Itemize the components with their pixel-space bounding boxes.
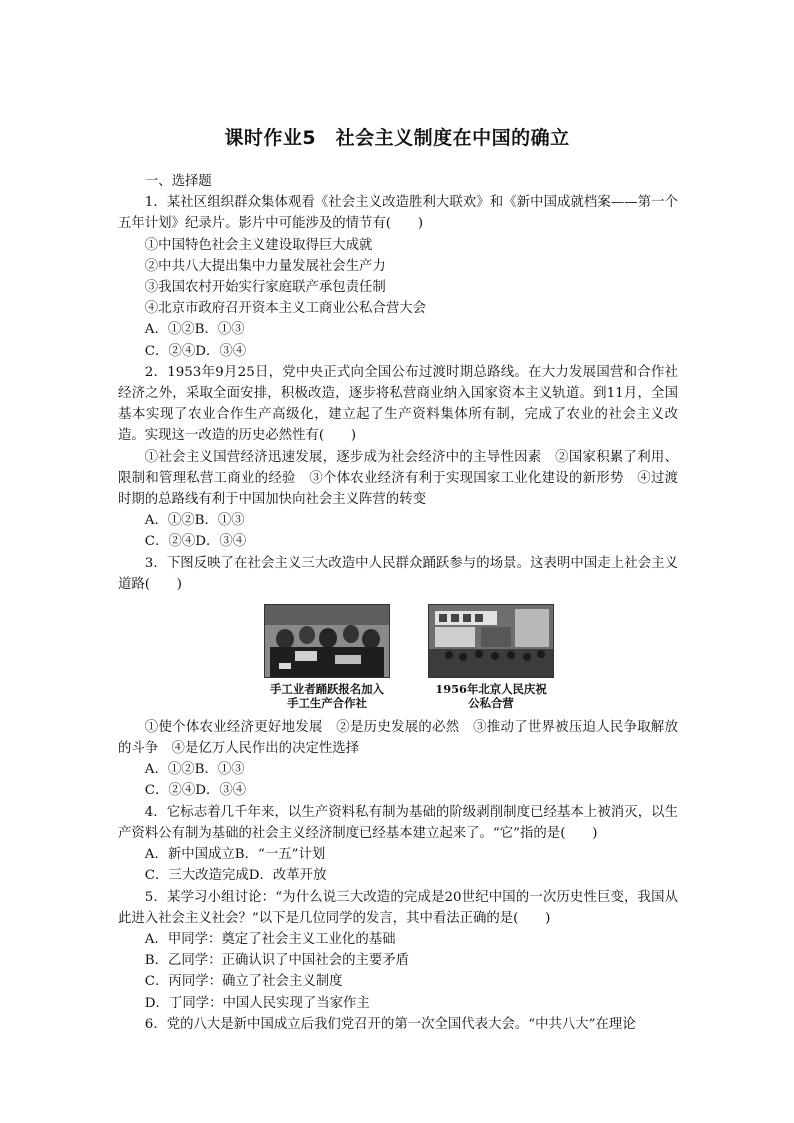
figure-1-caption-line-1: 手工业者踊跃报名加入 xyxy=(270,682,384,697)
question-2-options-cd: C．②④D．③④ xyxy=(144,534,247,550)
question-1-stem: 1．某社区组织群众集体观看《社会主义改造胜利大联欢》和《新中国成就档案——第一个五年计划》纪录片。影片中可能涉及的情节有( ) xyxy=(118,195,678,232)
question-5-stem: 5．某学习小组讨论：“为什么说三大改造的完成是20世纪中国的一次历史性巨变，我国从此进入社会主义社会？”以下是几位同学的发言，其中看法正确的是( ) xyxy=(118,889,678,926)
question-3-items: ①使个体农业经济更好地发展 ②是历史发展的必然 ③推动了世界被压迫人民争取解放的斗争 ④是亿万人民作出的决定性选择 xyxy=(118,719,678,757)
question-4-stem: 4．它标志着几千年来，以生产资料私有制为基础的阶级剥削制度已经基本上被消灭，以生产资料公有制为基础的社会主义经济制度已经基本建立起来了。“它”指的是( ) xyxy=(118,804,678,841)
question-3-options-ab: A．①②B．①③ xyxy=(144,762,245,778)
photo-beijing-celebration xyxy=(428,604,554,678)
question-1-item-4: ④北京市政府召开资本主义工商业公私合营大会 xyxy=(144,301,426,317)
figure-1-caption xyxy=(270,682,384,711)
question-4-options-cd: C．三大改造完成D．改革开放 xyxy=(144,868,327,884)
question-1-item-2: ②中共八大提出集中力量发展社会生产力 xyxy=(144,258,386,274)
photo-handicraft-workers xyxy=(264,604,390,678)
question-5-option-c: C．丙同学：确立了社会主义制度 xyxy=(144,974,343,990)
figure-2-caption-line-2: 公私合营 xyxy=(468,696,514,711)
figure-2-caption xyxy=(435,682,546,711)
section-heading: 一、选择题 xyxy=(144,174,212,189)
page-title: 课时作业5 社会主义制度在中国的确立 xyxy=(224,127,570,149)
figure-1-caption-line-2: 手工生产合作社 xyxy=(287,696,367,711)
question-6-stem: 6．党的八大是新中国成立后我们党召开的第一次全国代表大会。“中共八大”在理论 xyxy=(144,1016,636,1032)
question-3-stem: 3．下图反映了在社会主义三大改造中人民群众踊跃参与的场景。这表明中国走上社会主义道路( ) xyxy=(118,555,678,592)
question-5-option-d: D．丁同学：中国人民实现了当家作主 xyxy=(144,995,370,1011)
question-5-option-a: A．甲同学：奠定了社会主义工业化的基础 xyxy=(144,931,396,947)
question-4-options-ab: A．新中国成立B．“一五”计划 xyxy=(144,847,326,863)
question-1-options-cd: C．②④D．③④ xyxy=(144,343,247,359)
question-1-item-1: ①中国特色社会主义建设取得巨大成就 xyxy=(144,237,373,253)
figure-2-caption-line-1: 1956年北京人民庆祝 xyxy=(435,682,547,697)
figure-beijing-celebration xyxy=(428,604,554,711)
question-1-item-3: ③我国农村开始实行家庭联产承包责任制 xyxy=(144,280,386,296)
question-1-options-ab: A．①②B．①③ xyxy=(144,322,245,338)
question-3-figures xyxy=(140,604,678,711)
document-body xyxy=(118,171,678,1035)
question-3-options-cd: C．②④D．③④ xyxy=(144,783,247,799)
question-2-items: ①社会主义国营经济迅速发展，逐步成为社会经济中的主导性因素 ②国家积累了利用、限制和管理私营工商业的经验 ③个体农业经济有利于实现国家工业化建设的新形势 ④过渡时期的总路线有利于中国加快向社会主义阵营的转变 xyxy=(118,449,678,508)
question-5-option-b: B．乙同学：正确认识了中国社会的主要矛盾 xyxy=(144,953,410,969)
figure-handicraft-cooperative xyxy=(264,604,390,711)
question-2-options-ab: A．①②B．①③ xyxy=(144,513,245,529)
question-2-stem: 2．1953年9月25日，党中央正式向全国公布过渡时期总路线。在大力发展国营和合作社经济之外，采取全面安排，积极改造，逐步将私营商业纳入国家资本主义轨道。到11月，全国基本实现了农业合作生产高级化，建立起了生产资料集体所有制，完成了农业的社会主义改造。实现这一改造的历史必然性有( ) xyxy=(118,364,678,444)
